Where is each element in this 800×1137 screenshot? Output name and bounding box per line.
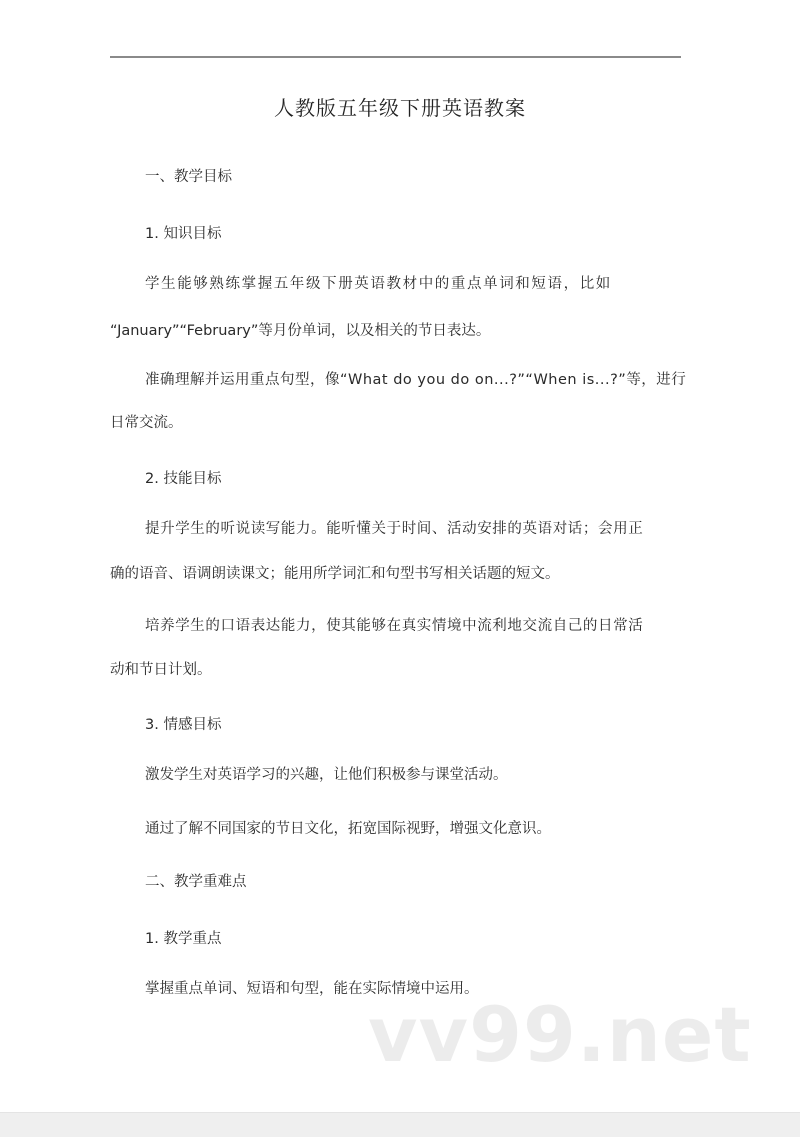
paragraph-line: 培养学生的口语表达能力，使其能够在真实情境中流利地交流自己的日常活 xyxy=(145,618,644,634)
paragraph-line: 学生能够熟练掌握五年级下册英语教材中的重点单词和短语，比如 xyxy=(145,276,612,292)
subheading-knowledge: 1. 知识目标 xyxy=(145,226,222,242)
paragraph-line: 通过了解不同国家的节日文化，拓宽国际视野，增强文化意识。 xyxy=(145,821,551,837)
paragraph-line: 掌握重点单词、短语和句型，能在实际情境中运用。 xyxy=(145,981,479,997)
subheading-teaching-focus: 1. 教学重点 xyxy=(145,931,222,947)
section-heading-key-points: 二、教学重难点 xyxy=(145,874,247,890)
subheading-skills: 2. 技能目标 xyxy=(145,471,222,487)
paragraph-line: 提升学生的听说读写能力。能听懂关于时间、活动安排的英语对话；会用正 xyxy=(145,521,644,537)
page-bottom-edge xyxy=(0,1112,800,1137)
paragraph-line: 动和节日计划。 xyxy=(110,662,212,678)
header-rule xyxy=(110,56,681,58)
paragraph-line: 激发学生对英语学习的兴趣，让他们积极参与课堂活动。 xyxy=(145,767,508,783)
paragraph-line: 确的语音、语调朗读课文；能用所学词汇和句型书写相关话题的短文。 xyxy=(110,566,560,582)
paragraph-line: 日常交流。 xyxy=(110,415,183,431)
document-title: 人教版五年级下册英语教案 xyxy=(274,96,526,120)
paragraph-line: 准确理解并运用重点句型，像“What do you do on...?”“When is...?”等，进行 xyxy=(145,372,687,388)
watermark-text: vv99.net xyxy=(368,990,752,1079)
subheading-emotion: 3. 情感目标 xyxy=(145,717,222,733)
section-heading-objectives: 一、教学目标 xyxy=(145,169,232,185)
paragraph-line: “January”“February”等月份单词，以及相关的节日表达。 xyxy=(110,323,491,339)
